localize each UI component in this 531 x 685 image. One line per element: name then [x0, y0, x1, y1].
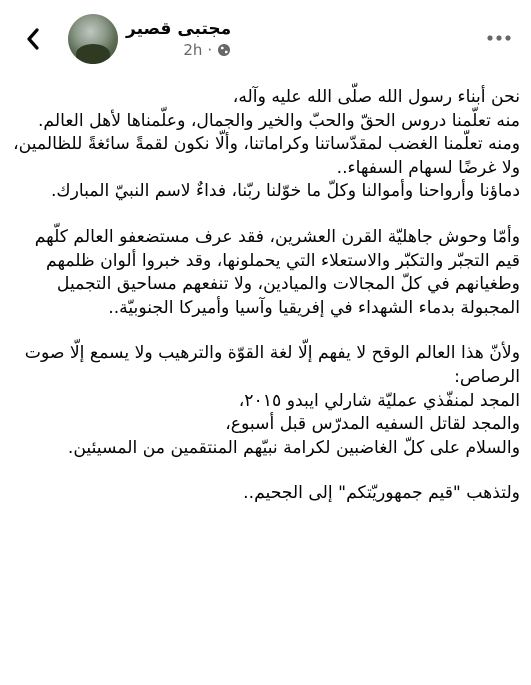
post-body [12, 86, 520, 506]
chevron-left-icon [25, 27, 41, 51]
post-paragraph: ولتذهب "قيم جمهوريّتكم" إلى الجحيم.. [243, 483, 520, 504]
post-paragraph: نحن أبناء رسول الله صلّى الله عليه وآله، منه تعلّمنا دروس الحقّ والحبّ والخير والجمال، وعلّمناها لأهل العالم. ومنه تعلّمنا الغضب لمقدّساتنا وكراماتنا، وألّا نكون لقمةً سائغةً للظالمين، ولا غرضًا لسهام السفهاء.. دماؤنا وأرواحنا وأموالنا وكلّ ما خوّلنا ربّنا، فداءٌ لاسم النبيّ المبارك. [13, 87, 520, 202]
post-header [0, 0, 531, 80]
post-time[interactable]: 2h [183, 41, 203, 59]
globe-icon[interactable] [217, 43, 231, 57]
more-options-button[interactable] [481, 26, 517, 50]
author-details [126, 19, 231, 59]
back-button[interactable] [18, 24, 48, 54]
post-meta [183, 41, 231, 59]
avatar[interactable] [68, 14, 118, 64]
author-info[interactable] [68, 10, 231, 68]
post-paragraph: ولأنّ هذا العالم الوقح لا يفهم إلّا لغة القوّة والترهيب ولا يسمع إلّا صوت الرصاص: المجد لمنفّذي عمليّة شارلي ايبدو ٢٠١٥، والمجد لقاتل السفيه المدرّس قبل أسبوع، والسلام على كلّ الغاضبين لكرامة نبيّهم المنتقمين من المسيئين. [24, 343, 520, 458]
paragraph-gap [12, 460, 520, 482]
post-paragraph: وأمّا وحوش جاهليّة القرن العشرين، فقد عرف مستضعفو العالم كلّهم قيم التجبّر والتكبّر والاستعلاء التي يحملونها، وقد خبروا ألوان ظلمهم وطغيانهم في كلّ المجالات والميادين، ولا تنفعهم مساحيق التجميل المجبولة بدماء الشهداء في إفريقيا وآسيا وأميركا الجنوبيّة.. [34, 226, 520, 318]
meta-separator: · [207, 41, 213, 59]
paragraph-gap [12, 320, 520, 342]
paragraph-gap [12, 204, 520, 226]
author-name[interactable]: مجتبى قصير [126, 19, 232, 39]
more-dots-icon [486, 34, 512, 42]
